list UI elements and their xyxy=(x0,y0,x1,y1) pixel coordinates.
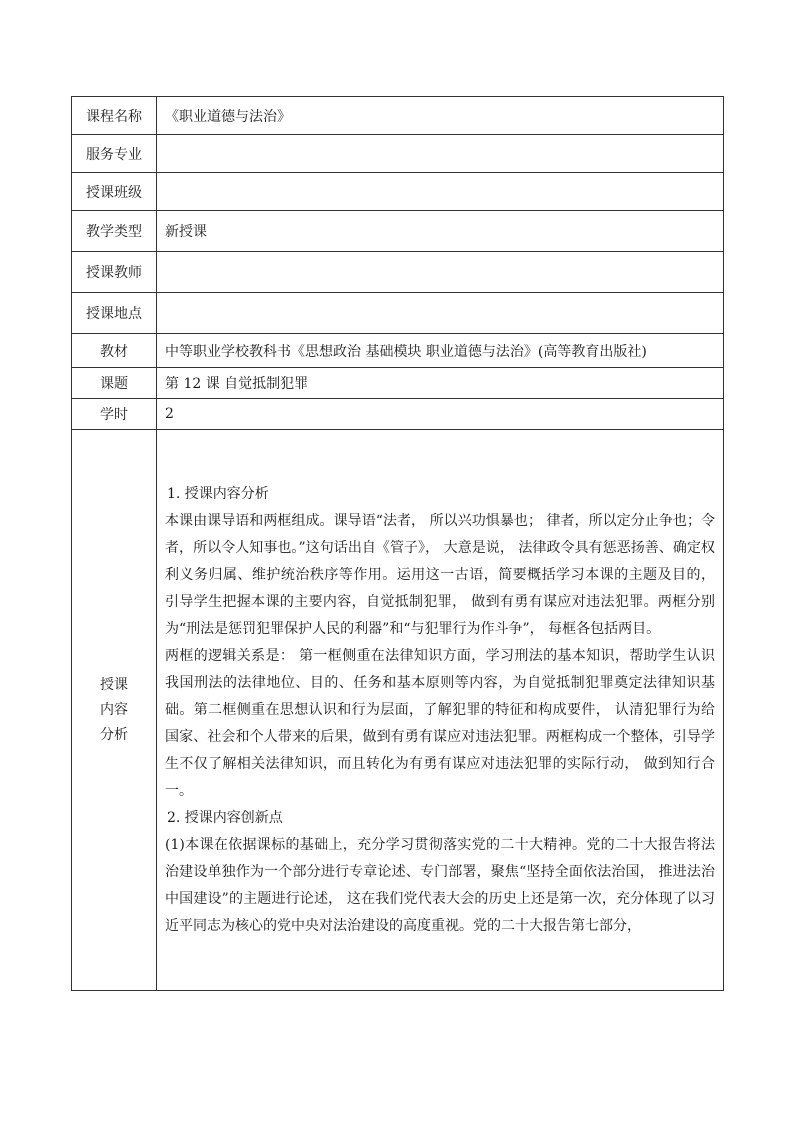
table-row-analysis xyxy=(72,430,724,991)
paragraph-logic: 两框的逻辑关系是： 第一框侧重在法律知识方面，学习刑法的基本知识，帮助学生认识我国刑法的法律地位、目的、任务和基本原则等内容，为自觉抵制犯罪奠定法律知识基础。第二框侧重在思想认识和行为层面，了解犯罪的特征和构成要件， 认清犯罪行为给国家、社会和个人带来的后果，做到有勇有谋应对违法犯罪。两框构成一个整体，引导学生不仅了解相关法律知识，而且转化为有勇有谋应对违法犯罪的实际行动， 做到知行合一。 xyxy=(165,647,715,799)
table-row xyxy=(72,135,724,173)
row-label-topic: 课题 xyxy=(72,368,157,399)
analysis-label-line: 内容 xyxy=(100,701,128,718)
paragraph-intro: 本课由课导语和两框组成。课导语“法者， 所以兴功惧暴也； 律者，所以定分止争也；令者，所以令人知事也。”这句话出自《管子》， 大意是说， 法律政令具有惩恶扬善、确定权利义务归属、维护统治秩序等作用。运用这一古语，简要概括学习本课的主题及目的， 引导学生把握本课的主要内容，自觉抵制犯罪， 做到有勇有谋应对违法犯罪。两框分别为“刑法是惩罚犯罪保护人民的利器”和“与犯罪行为作斗争”， 每框各包括两目。 xyxy=(165,512,715,637)
analysis-label-line: 授课 xyxy=(100,676,128,693)
analysis-label-line: 分析 xyxy=(100,726,128,743)
row-value-teacher xyxy=(157,252,724,293)
row-value-location xyxy=(157,293,724,334)
table-row xyxy=(72,252,724,293)
row-label-course-name: 课程名称 xyxy=(72,97,157,135)
row-value-major xyxy=(157,135,724,173)
table-row xyxy=(72,211,724,252)
table-row xyxy=(72,399,724,430)
row-label-teaching-type: 教学类型 xyxy=(72,211,157,252)
row-label-analysis xyxy=(72,430,157,991)
row-label-major: 服务专业 xyxy=(72,135,157,173)
section-heading-content-analysis: 1. 授课内容分析 xyxy=(167,485,269,502)
paragraph-innovation-1: (1)本课在依据课标的基础上，充分学习贯彻落实党的二十大精神。党的二十大报告将法治建设单独作为一个部分进行专章论述、专门部署，聚焦“坚持全面依法治国， 推进法治中国建设”的主题进行论述， 这在我们党代表大会的历史上还是第一次，充分体现了以习近平同志为核心的党中央对法治建设的高度重视。党的二十大报告第七部分， xyxy=(165,836,715,934)
row-value-class xyxy=(157,173,724,211)
row-value-teaching-type: 新授课 xyxy=(157,211,724,252)
table-row xyxy=(72,97,724,135)
row-label-location: 授课地点 xyxy=(72,293,157,334)
row-value-hours: 2 xyxy=(157,399,724,430)
row-value-course-name: 《职业道德与法治》 xyxy=(157,97,724,135)
row-label-textbook: 教材 xyxy=(72,334,157,368)
analysis-content xyxy=(157,430,724,991)
row-value-textbook: 中等职业学校教科书《思想政治 基础模块 职业道德与法治》(高等教育出版社) xyxy=(157,334,724,368)
section-heading-innovation: 2. 授课内容创新点 xyxy=(167,809,283,826)
table-row xyxy=(72,334,724,368)
row-label-hours: 学时 xyxy=(72,399,157,430)
row-value-topic: 第 12 课 自觉抵制犯罪 xyxy=(157,368,724,399)
table-row xyxy=(72,368,724,399)
lesson-info-table xyxy=(71,96,724,991)
row-label-teacher: 授课教师 xyxy=(72,252,157,293)
row-label-class: 授课班级 xyxy=(72,173,157,211)
table-row xyxy=(72,293,724,334)
table-row xyxy=(72,173,724,211)
